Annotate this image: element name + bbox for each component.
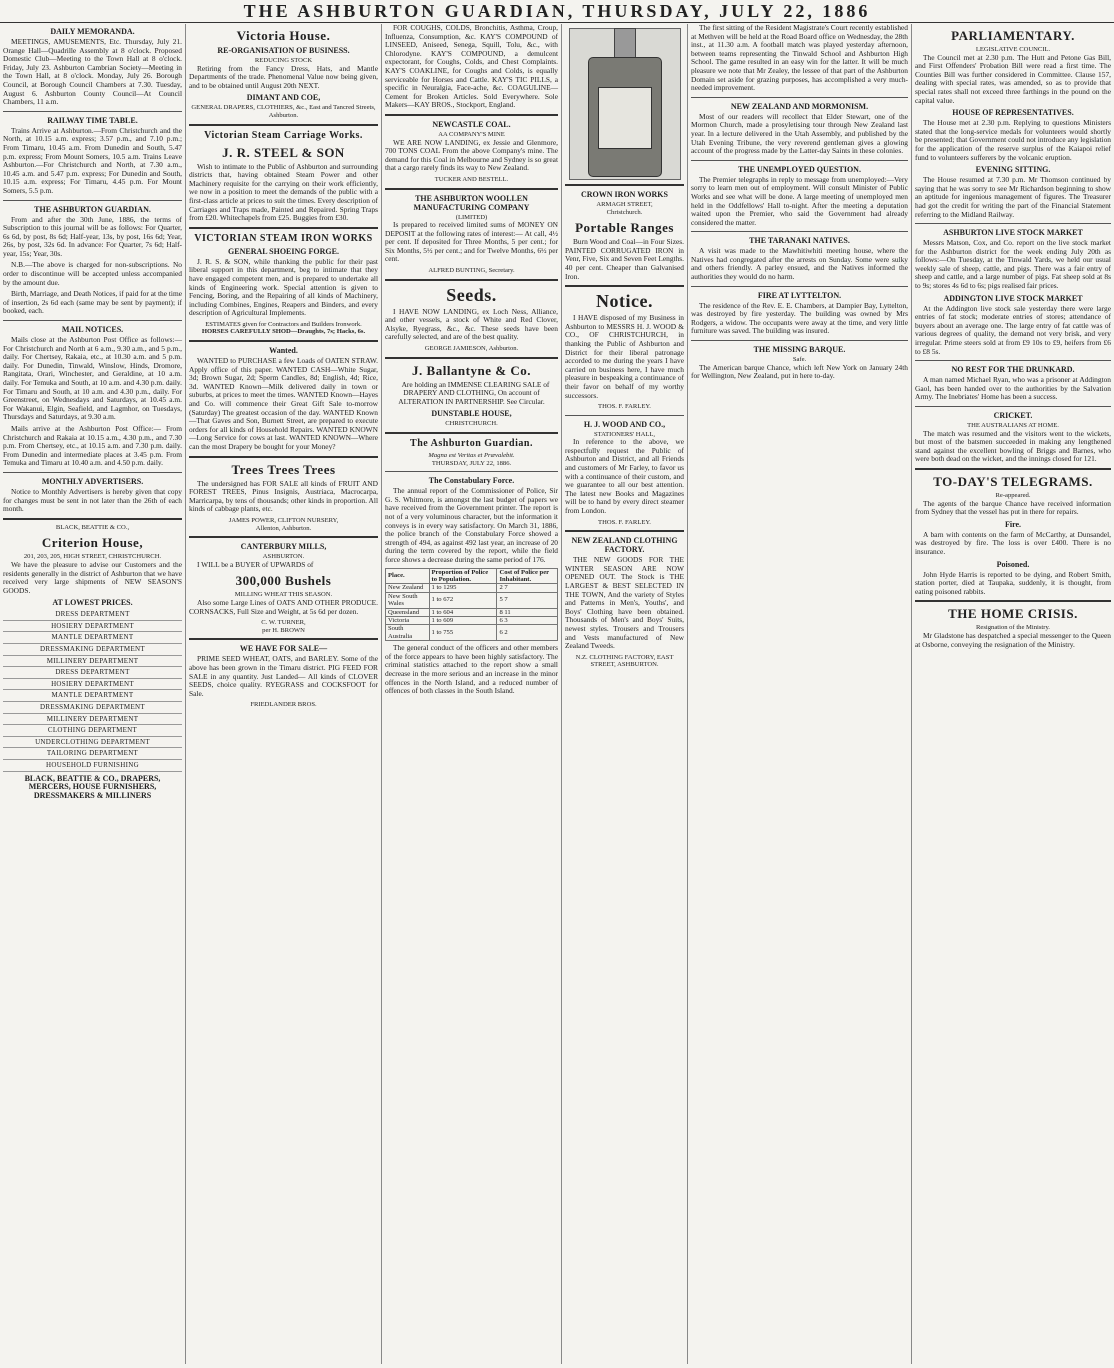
force-title: The Constabulary Force.: [428, 476, 515, 486]
mail-text: Mails close at the Ashburton Post Office as follows:— For Christchurch and North at 6 a.m., 9.30 a.m., and 5 p.m., daily. For Chertsey, Rakaia, etc., at 10.30 a.m. and 5 p.m. daily. For Dunedin, Tinwald, Winslow, Hinds, Dromore, Rangitata, Orari, Winchester, and Geraldine, at 10 a.m. daily. For Temuka and South, at 10 a.m. and 4.30 p.m. daily. For Timaru and South, at 10 a.m. and 4.30 p.m., daily. For Greenstreet, on Wednesdays and Saturdays, at 10.45 a.m. For Wakanui, Elgin, Seafield, and Lagmhor, on Tuesdays, Thursdays and Saturdays, at 9.30 a.m.: [3, 335, 182, 422]
force-text: The annual report of the Commissioner of Police, Sir G. S. Whitmore, is amongst the last budget of papers we have received from the Government printer. The report is not of a very voluminous character, but the information it conveys is in every way satisfactory. On March 31, 1886, the police branch of the Constabulary Force showed a strength of 494, as against 492 last year, an increase of 20 during the term covered by the report, while the field force shows a decrease during the same period of 176.: [385, 486, 558, 564]
criterion-address: 201, 203, 205, HIGH STREET, CHRISTCHURCH.: [23, 553, 162, 561]
trees-firm: JAMES POWER, CLIFTON NURSERY,: [228, 516, 339, 524]
criterion-text: We have the pleasure to advise our Customers and the residents generally in the district of Ashburton that we have received very large shipments of NEW SEASON'S GOODS.: [3, 559, 182, 595]
trees-title: Trees Trees Trees: [231, 461, 336, 477]
notice-text: I HAVE disposed of my Business in Ashburton to MESSRS H. J. WOOD & CO., OF CHRISTCHURCH, in thanking the Public of Ashburton and District for their liberal patronage accorded to me during the years I have carried on business here, I have much pleasure in bespeaking a continuance of their favor on behalf of my worthy successors.: [565, 313, 684, 400]
column-4: [562, 24, 688, 1364]
cricket-text: The match was resumed and the visitors went to the wickets, but most of the batsmen succeeded in making any lengthened stand against the excellent bowling of Briggs and Barnes, who were both dead on the wicket, and the innings closed for 121.: [915, 428, 1111, 464]
memo-text: MEETINGS, AMUSEMENTS, Etc. Thursday, July 21. Orange Hall—Quadrille Assembly at 8 o'clock. Proposed Domestic Club—Meeting to the Town Hall at 8 o'clock. Friday, July 23. Ashburton Cambrian Society—Meeting in the Town Hall, at 8 o'clock. Monday, July 26. Borough Council, at Borough Council Chambers at 7.30. Tuesday, August 6. Ashburton County Council—At Council Chambers, 11 a.m.: [3, 37, 182, 107]
sale-title: WE HAVE FOR SALE—: [239, 644, 328, 654]
cricket-subtitle: THE AUSTRALIANS AT HOME.: [967, 422, 1059, 429]
table-header-cell: Place.: [386, 568, 430, 584]
trees-address: Allenton, Ashburton.: [255, 524, 312, 532]
horses-text: HORSES CAREFULLY SHOD—Draughts, 7s; Hacks, 6s.: [201, 328, 366, 336]
iron-text: J. R. S. & SON, while thanking the public for their past liberal support in this department, beg to intimate that they have engaged competent men, and is prepared to undertake all kinds of Engineering work. Special attention is given to Fencing, Boring, and the Repairing of all kinds of Machinery, including Combines, Engines, Reapers and Binders, and every description of Agricultural Implements.: [189, 256, 378, 318]
force-text-2: The general conduct of the officers and other members of the force appears to have been highly satisfactory. The criminal statistics attached to the report show a small decrease in the more serious and an increase in the minor offences in the North Island, and a reduced number of offences of both classes in the South Island.: [385, 643, 558, 696]
fire-text: A barn with contents on the farm of McCarthy, at Dunsandel, was destroyed by fire. The loss is over £400. There is no insurance.: [915, 529, 1111, 556]
victoria-firm-2: GENERAL DRAPERS, CLOTHIERS, &c., East and Tancred Streets, Ashburton.: [191, 104, 376, 119]
coal-text: WE ARE NOW LANDING, ex Jessie and Glenmore, 700 TONS COAL From the above Company's mine. The demand for this Coal in Melbourne and Sydney is so great that a cargo rarely finds its way to New Zealand.: [385, 137, 558, 173]
parliamentary-text: The Council met at 2.30 p.m. The Hutt and Petone Gas Bill, and First Offenders' Probation Bill were read a first time. The Counties Bill was further considered in Committee. Clause 157, dealing with special rates, was amended, so as to provide that special rates shall not exceed three farthings in the pound on the capital value.: [915, 52, 1111, 105]
table-cell: New South Wales: [386, 592, 430, 608]
guardian-name: The Ashburton Guardian.: [410, 438, 533, 449]
notice-firm: THOS. F. FARLEY.: [598, 403, 651, 411]
table-header-cell: Cost of Police per Inhabitant.: [497, 568, 558, 584]
department-item: HOUSEHOLD FURNISHING: [3, 760, 182, 772]
crisis-title: THE HOME CRISIS.: [948, 606, 1078, 622]
department-item: MILLINERY DEPARTMENT: [3, 714, 182, 726]
department-item: UNDERCLOTHING DEPARTMENT: [3, 737, 182, 749]
coal-subtitle: AA COMPANY'S MINE: [438, 130, 505, 138]
table-cell: 1 to 1295: [429, 584, 497, 592]
evening-text: The House resumed at 7.30 p.m. Mr Thomson continued by saying that he was sorry to see Mr Richardson beginning to show an aptitude for ingenious management of figures. The Treasurer had got the credit for writing the part of the Financial Statement referring to the Midland Railway.: [915, 175, 1111, 219]
ranges-text: Burn Wood and Coal—in Four Sizes. PAINTED CORRUGATED IRON in Venr, Five, Six and Seven Feet Lengths. 40 per cent. Cheaper than Galvanised Iron.: [565, 237, 684, 281]
department-item: DRESS DEPARTMENT: [3, 667, 182, 679]
department-item: CLOTHING DEPARTMENT: [3, 725, 182, 737]
department-item: DRESSMAKING DEPARTMENT: [3, 644, 182, 656]
column-2: [186, 24, 382, 1364]
crisis-subtitle: Resignation of the Ministry.: [976, 624, 1050, 632]
ballantyne-house: DUNSTABLE HOUSE,: [431, 409, 512, 419]
addington-title: ADDINGTON LIVE STOCK MARKET: [943, 293, 1083, 303]
notices-text: N.B.—The above is charged for non-subscriptions. No order to discontinue will be accepted unless accompanied by the amount due.: [3, 260, 182, 287]
barque-text: The American barque Chance, which left New York on January 24th for Wellington, New Zealand, put in here to-day.: [691, 362, 908, 381]
table-cell: 8 11: [497, 608, 558, 616]
criterion-firm: BLACK, BEATTIE & CO.,: [55, 523, 130, 531]
taranaki-title: THE TARANAKI NATIVES.: [749, 236, 850, 246]
table-cell: 1 to 672: [429, 592, 497, 608]
column-3: [382, 24, 562, 1364]
guardian-terms-text: From and after the 30th June, 1886, the terms of Subscription to this journal will be as follows: For Quarter, 6s 6d, by post, 8s 6d; Half-year, 13s, by post, 16s 6d; Year, 26s, by post, 32s 6d. In advance: For Quarter, 7s 6d; Half-year, 15s; Year, 30s.: [3, 214, 182, 258]
mills-firm: C. W. TURNER,: [261, 619, 306, 627]
department-item: HOSIERY DEPARTMENT: [3, 679, 182, 691]
wood-subtitle: STATIONERS' HALL,: [593, 430, 656, 438]
crown-title: CROWN IRON WORKS: [581, 190, 668, 199]
cricket-title: CRICKET.: [993, 411, 1033, 420]
table-cell: Queensland: [386, 608, 430, 616]
poisoned-title: Poisoned.: [996, 559, 1030, 569]
table-header-cell: Proportion of Police to Population.: [429, 568, 497, 584]
woollen-title: THE ASHBURTON WOOLLEN MANUFACTURING COMPANY: [413, 193, 530, 212]
mills-place: ASHBURTON.: [262, 553, 305, 561]
telegrams-title: TO-DAY'S TELEGRAMS.: [933, 473, 1093, 489]
poisoned-text: John Hyde Harris is reported to be dying, and Robert Smith, station porter, died at Taupaka, suddenly, it is thought, from eating poisoned rabbits.: [915, 569, 1111, 596]
table-cell: 6 2: [497, 625, 558, 641]
crown-subtitle: ARMAGH STREET,: [596, 201, 653, 208]
memo-title: DAILY MEMORANDA.: [50, 27, 135, 36]
column-5: [688, 24, 912, 1364]
seeds-title: Seeds.: [446, 284, 497, 305]
clothing-title: NEW ZEALAND CLOTHING FACTORY.: [571, 536, 678, 555]
table-cell: 6 3: [497, 616, 558, 624]
mills-title: CANTERBURY MILLS,: [240, 542, 327, 552]
column-1: [0, 24, 186, 1364]
wanted-text: WANTED to PURCHASE a few Loads of OATEN STRAW. Apply office of this paper. WANTED CASH—White Sugar, 3d; Brown Sugar, 2d; Sperm Candles, 8d; English, 4d; Rice, 3d. WANTED Known—Milk delivered daily in town or suburbs, at prices to meet the times. WANTED Known—Hayes and Co. will commence their Great Gift Sale to-morrow (Saturday) The greatest occasion of the day. WANTED Known—That Gaves and Son, Burnett Street, are prepared to execute orders for all kinds of Household Repairs. WANTED KNOWN—Long Service for cows at last. WANTED KNOWN—Where can the most Drapery be bought for your Money?: [189, 356, 378, 451]
monthly-text: Notice to Monthly Advertisers is hereby given that copy for changes must be sent in not later than the 26th of each month.: [3, 486, 182, 514]
evening-title: EVENING SITTING.: [975, 165, 1051, 175]
criterion-title: Criterion House,: [41, 535, 144, 551]
clothing-text: THE NEW GOODS FOR THE WINTER SEASON ARE NOW OPENED OUT. The Stock is THE LARGEST & BEST SELECTED IN THE TOWN, And the variety of Styles and Patterns in Men's, Youths', and Boys' Clothing have been obtained. Thousands of Men's and Boys' Suits, newest styles. Trousers and Trousers and Vests manufactured of New Zealand Tweeds.: [565, 555, 684, 651]
ballantyne-text: Are holding an IMMENSE CLEARING SALE of DRAPERY AND CLOTHING, On account of ALTERATION IN PARTNERSHIP. See Circular.: [398, 379, 550, 406]
railway-text: Trains Arrive at Ashburton.—From Christchurch and the North, at 10.15 a.m. express; 3.57 p.m., and 7.10 p.m.; From Timaru, 10.45 a.m. From Dunedin and South, 5.47 p.m. express; From Mount Somers, 10.5 a.m. Trains Leave Ashburton.—For Christchurch and North, at 7.30 a.m., 10.45 a.m. and 5.47 p.m. express; For Dunedin and South, 10.15 a.m. express; For Timaru, 4.45 p.m. For Mount Somers, 5.5 p.m.: [3, 125, 182, 195]
trees-text: The undersigned has FOR SALE all kinds of FRUIT AND FOREST TREES, Pinus Insignis, Austriaca, Macrocarpa, Marricarpa, by tens of thousands; other kinds in proportion. All kinds of cabbage plants, etc.: [189, 478, 378, 514]
ballantyne-title: J. Ballantyne & Co.: [412, 362, 531, 378]
department-item: TAILORING DEPARTMENT: [3, 748, 182, 760]
iron-footer: ESTIMATES given for Contractors and Builders Ironwork.: [205, 320, 362, 328]
wood-title: H. J. WOOD AND CO.,: [583, 419, 666, 429]
woollen-subtitle: (LIMITED): [455, 213, 488, 221]
iron-title: VICTORIAN STEAM IRON WORKS: [194, 232, 373, 244]
guardian-terms-title: THE ASHBURTON GUARDIAN.: [34, 204, 151, 214]
table-cell: South Australia: [386, 625, 430, 641]
mills-bushels: 300,000 Bushels: [235, 573, 332, 589]
wanted-title: Wanted.: [269, 346, 298, 356]
column-6: [912, 24, 1114, 1364]
mormon-text: Most of our readers will recollect that Elder Stewart, one of the Mormon Church, made a prosyletising tour through New Zealand last year. In a lecture delivered in the Utah Assembly, and published by the Utah Evening Tribune, the very reverend gentleman gives a glowing account of the progress made by the Latter-day Saints in these colonies.: [691, 111, 908, 156]
department-list: [3, 609, 182, 771]
cough-text: FOR COUGHS, COLDS, Bronchitis, Asthma, Croup, Influenza, Consumption, &c. KAY'S COMPOUND of LINSEED, Aniseed, Senega, Squill, Tolu, &c., with Chlorodyne. KAY'S COMPOUND, a demulcent expectorant, for Coughs, Colds, and Chest Complaints. KAY'S COAKLINE, for Coughs and Colds, is equally serviceable for Horses and Cattle. KAY'S TIC PILLS, a specific in Neuralgia, Face-ache, &c. COAGULINE—Cement for Broken Articles. Sold Everywhere. Sole Makers—KAY BROS., Stockport, England.: [385, 24, 558, 110]
mills-text: I WILL be a BUYER of UPWARDS of: [197, 559, 314, 569]
police-table: [385, 568, 558, 642]
criterion-slogan: AT LOWEST PRICES.: [52, 598, 133, 608]
victoria-firm: DIMANT AND COE,: [246, 93, 321, 103]
table-cell: New Zealand: [386, 584, 430, 592]
steam-firm: J. R. STEEL & SON: [222, 144, 345, 160]
department-item: DRESS DEPARTMENT: [3, 609, 182, 621]
unemployed-title: THE UNEMPLOYED QUESTION.: [738, 164, 861, 174]
iron-subtitle: GENERAL SHOEING FORGE.: [228, 246, 339, 256]
table-row: [386, 592, 558, 608]
drunkard-title: NO REST FOR THE DRUNKARD.: [951, 365, 1075, 375]
mormon-title: NEW ZEALAND AND MORMONISM.: [730, 101, 869, 111]
woollen-text: Is prepared to received limited sums of MONEY ON DEPOSIT at the following rates of interest:— At call, 4½ per cent. If deposited for Three Months, 5 per cent.; for Six Months, 5½ per cent.; and for Twelve Months, 6½ per cent.: [385, 220, 558, 264]
clothing-footer: N.Z. CLOTHING FACTORY, EAST STREET, ASHBURTON.: [575, 653, 674, 669]
house-title: HOUSE OF REPRESENTATIVES.: [952, 108, 1074, 118]
parliamentary-subtitle: LEGISLATIVE COUNCIL.: [975, 46, 1051, 53]
woollen-firm: ALFRED BUNTING, Secretary.: [428, 267, 515, 275]
barque-subtitle: Safe.: [792, 356, 807, 364]
seeds-firm: GEORGE JAMIESON, Ashburton.: [424, 345, 519, 353]
house-text: The House met at 2.30 p.m. Replying to questions Ministers stated that the long-service medals for volunteers would shortly be presented; that Government could not introduce any legislation for the application of the reserve surplus of the Kaiapoi relief fund to volunteers sufferers by the volcanic eruption.: [915, 118, 1111, 162]
victoria-text: Retiring from the Fancy Dress, Hats, and Mantle Departments of the trade. Phenomenal Value now being given, and to be obtained until August 20th NEXT.: [189, 63, 378, 90]
wood-text: In reference to the above, we respectfully request the Public of Ashburton and District, and all Friends and customers of Mr Farley, to favor us with a continuance of their custom, and we guarantee to all our best attention. The latest new Books and Magazines will be to hand by every direct steamer from London.: [565, 437, 684, 516]
telegrams-subtitle: Re-appeared.: [995, 491, 1031, 499]
births-text: Birth, Marriage, and Death Notices, if paid for at the time of insertion, 2s 6d each (same may be sent by payment); if booked, each.: [3, 289, 182, 316]
market-text: Messrs Matson, Cox, and Co. report on the live stock market for the Ashburton district for the week ending July 20th as follows:—On Tuesday, at the Tinwald Yards, we held our usual weekly sale of sheep, cattle, and pigs. There was a fair entry of sheep and cattle, and a large number of pigs. Fat sheep sold at 8s to 9s; stores 4s 6d to 6s; pigs realised fair prices.: [915, 238, 1111, 291]
seeds-text: I HAVE NOW LANDING, ex Loch Ness, Alliance, and other vessels, a stock of White and Red Clover, Alsyke, Ryegrass, &c., &c. These seeds have been carefully selected, and are of the best quality.: [385, 306, 558, 342]
steam-text: Wish to intimate to the Public of Ashburton and surrounding districts that, having obtained Steam Power and other Machinery requisite for the carrying on their work efficiently, we now in a position to meet the demands of the public with a first-class article at prices to suit the times. Every description of Carriages and Traps made, Painted and Repaired. Spring Traps from £20. Whitechapels from £25. Buggies from £30.: [189, 161, 378, 223]
ranges-title: Portable Ranges: [575, 220, 674, 236]
coal-title: NEWCASTLE COAL.: [432, 119, 511, 129]
market-title: ASHBURTON LIVE STOCK MARKET: [943, 228, 1083, 238]
notice-title: Notice.: [596, 291, 653, 312]
table-cell: Victoria: [386, 616, 430, 624]
mills-grade: MILLING WHEAT THIS SEASON.: [234, 591, 333, 599]
guardian-date: THURSDAY, JULY 22, 1886.: [431, 459, 512, 467]
table-cell: 1 to 604: [429, 608, 497, 616]
fire-title: Fire.: [1004, 519, 1022, 529]
table-row: [386, 584, 558, 592]
mail-title: MAIL NOTICES.: [61, 325, 124, 335]
table-row: [386, 608, 558, 616]
monthly-title: MONTHLY ADVERTISERS.: [41, 476, 144, 486]
department-item: DRESSMAKING DEPARTMENT: [3, 702, 182, 714]
criterion-footer: BLACK, BEATTIE & CO., DRAPERS, MERCERS, HOUSE FURNISHERS, DRESSMAKERS & MILLINERS: [24, 773, 161, 800]
table-cell: 1 to 609: [429, 616, 497, 624]
victoria-subtitle: RE-ORGANISATION OF BUSINESS.: [217, 46, 350, 55]
unemployed-text: The Premier telegraphs in reply to message from unemployed:—Very sorry to learn men out of employment. Will consult Minister of Public Works and see what will be done. A large meeting of unemployed men held in the Oddfellows' Hall to-night. After the meeting a deputation waited upon the Premier, who said the Government had already considered the matter.: [691, 174, 908, 227]
parliamentary-title: PARLIAMENTARY.: [951, 28, 1075, 43]
sale-text: PRIME SEED WHEAT, OATS, and BARLEY. Some of the above has been grown in the Timaru district. PIG FEED FOR SALE in any quantity. Just Landed— All kinds of CLOVER SEEDS, choice quality. RYEGRASS and COCKSFOOT for Sale.: [189, 654, 378, 698]
department-item: MANTLE DEPARTMENT: [3, 690, 182, 702]
crown-city: Christchurch.: [606, 208, 643, 216]
telegrams-text: The agents of the barque Chance have received information from Sydney that the vessel has put in there for repairs.: [915, 498, 1111, 517]
victoria-title: Victoria House.: [236, 28, 331, 43]
mills-firm-2: per H. BROWN: [262, 626, 305, 634]
coal-firm: TUCKER AND BESTELL.: [434, 175, 509, 183]
lyttelton-fire-text: The residence of the Rev. E. E. Chambers, at Dampier Bay, Lyttelton, was destroyed by fire yesterday. The building was owned by Mrs Rodgers, a widow. The occupants were away at the time, and very little furniture was saved. The building was insured.: [691, 300, 908, 336]
table-cell: 2 7: [497, 584, 558, 592]
bottle-illustration: [569, 28, 681, 180]
guardian-motto: Magna est Veritas et Prævalebit.: [428, 452, 515, 459]
wood-firm: THOS. F. FARLEY.: [598, 518, 651, 526]
crisis-text: Mr Gladstone has despatched a special messenger to the Queen at Osborne, conveying the resignation of the Ministry.: [915, 630, 1111, 649]
table-row: [386, 616, 558, 624]
masthead: THE ASHBURTON GUARDIAN, THURSDAY, JULY 22, 1886: [0, 0, 1114, 23]
department-item: HOSIERY DEPARTMENT: [3, 621, 182, 633]
victoria-tag: REDUCING STOCK: [254, 57, 313, 64]
table-cell: 1 to 755: [429, 625, 497, 641]
steam-title: Victorian Steam Carriage Works.: [204, 129, 363, 141]
table-row: [386, 625, 558, 641]
intro-text: The first sitting of the Resident Magistrate's Court recently established at Methven will be held at the Road Board office on Wednesday, the 28th inst., at 11.30 a.m. A football match was played yesterday afternoon, between teams representing the Tinwald School and Ashburton High School. The game resulted in an easy win for the latter. It will be much pleasure we note that Mr Zealey, the lessee of that part of the Ashburton Domain set aside for grazing purposes, has accomplished a very much-needed improvement.: [691, 24, 908, 93]
department-item: MANTLE DEPARTMENT: [3, 632, 182, 644]
drunkard-text: A man named Michael Ryan, who was a prisoner at Addington Gaol, has been handed over to the authorities by the Salvation Army. The Inebriates' Home has been a success.: [915, 375, 1111, 402]
mail-text-2: Mails arrive at the Ashburton Post Office:— From Christchurch and Rakaia at 10.15 a.m., 4.30 p.m., and 7.30 p.m. From Chertsey, etc., at 10.15 a.m. and 7.30 p.m. daily. From Dunedin and intermediate places at 3.45 p.m. From Temuka and Timaru at 10.40 a.m. and 4.50 p.m. daily.: [3, 423, 182, 468]
sale-firm: FRIEDLANDER BROS.: [250, 701, 317, 709]
mills-text-2: Also some Large Lines of OATS AND OTHER PRODUCE. CORNSACKS, Full Size and Weight, at 5s 6d per dozen.: [189, 597, 378, 616]
table-cell: 5 7: [497, 592, 558, 608]
addington-text: At the Addington live stock sale yesterday there were large entries of fat stock; moderate entries of stores; attendance of buyers about an average one. The large entry of fat cattle was of various degrees of quality, the demand not very brisk, and very irregular. Prime steers sold at from £9 10s to £9, heifers from £6 to £8 5s.: [915, 303, 1111, 356]
department-item: MILLINERY DEPARTMENT: [3, 656, 182, 668]
lyttelton-fire-title: FIRE AT LYTTELTON.: [757, 290, 842, 300]
barque-title: THE MISSING BARQUE.: [753, 345, 846, 355]
taranaki-text: A visit was made to the Mawhitiwhiti meeting house, where the Natives had congregated after the arrests on Sunday. Some were sulky and others friendly. A parley ensued, and the Natives informed the authorities they would do no harm.: [691, 246, 908, 282]
railway-title: RAILWAY TIME TABLE.: [47, 115, 138, 125]
ballantyne-city: CHRISTCHURCH.: [445, 420, 498, 428]
